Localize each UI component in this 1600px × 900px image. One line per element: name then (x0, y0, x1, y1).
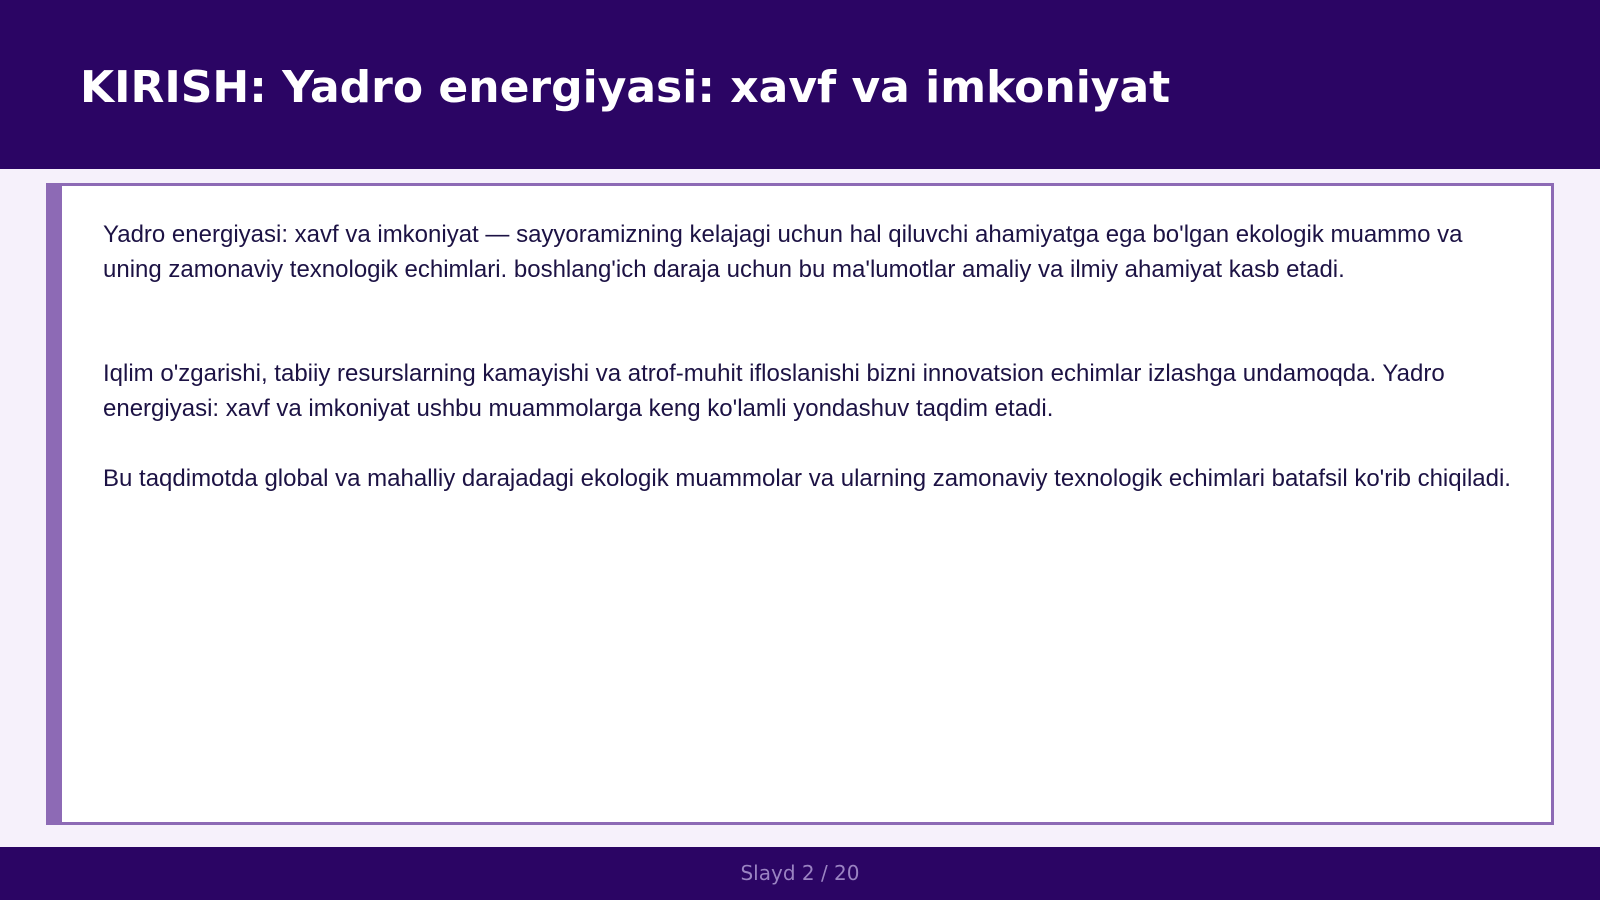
slide-footer (0, 847, 1600, 900)
content-card (46, 183, 1554, 825)
intro-paragraph-1: Yadro energiyasi: xavf va imkoniyat — sayyoramizning kelajagi uchun hal qiluvchi ahamiyatga ega bo'lgan ekologik muammo va uning zamonaviy texnologik echimlari. boshlang'ich daraja uchun bu ma'lumotlar amaliy va ilmiy ahamiyat kasb etadi. (103, 221, 1463, 283)
slide-counter: Slayd 2 / 20 (740, 861, 860, 885)
slide-title: KIRISH: Yadro energiyasi: xavf va imkoniyat (80, 62, 1171, 113)
intro-paragraph-2: Iqlim o'zgarishi, tabiiy resurslarning kamayishi va atrof-muhit ifloslanishi bizni innovatsion echimlar izlashga undamoqda. Yadro energiyasi: xavf va imkoniyat ushbu muammolarga keng ko'lamli yondashuv taqdim etadi. (103, 360, 1445, 422)
slide-header (0, 0, 1600, 169)
intro-paragraph-3: Bu taqdimotda global va mahalliy darajadagi ekologik muammolar va ularning zamonaviy texnologik echimlari batafsil ko'rib chiqiladi. (103, 465, 1511, 492)
